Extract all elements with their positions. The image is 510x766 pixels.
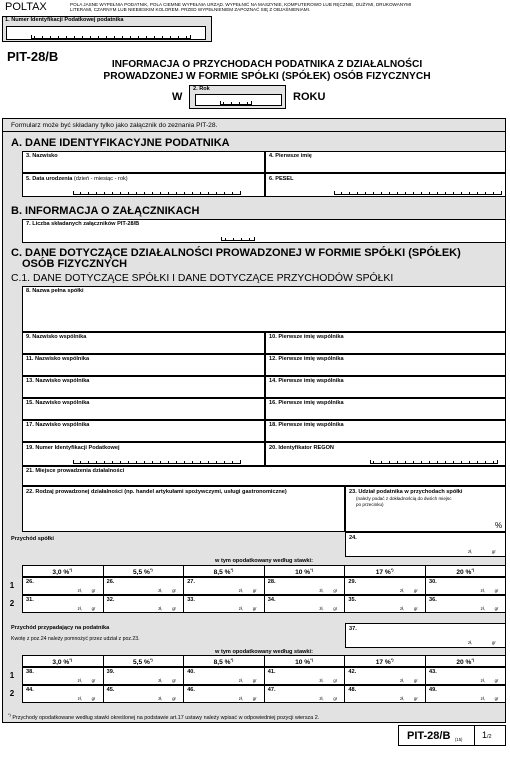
amount-field-label: 38. — [26, 669, 34, 675]
rate-header — [264, 568, 345, 577]
amount-zl: zł, — [480, 678, 485, 683]
rate-header — [103, 658, 184, 667]
amount-zl: zł, — [238, 606, 243, 611]
amount-gr: gr — [414, 696, 418, 701]
amount-zl: zł, — [158, 588, 163, 593]
amount-field-label: 41. — [267, 669, 276, 675]
amount-field-label: 40. — [187, 669, 195, 675]
amount-field-label: 27. — [187, 579, 195, 585]
amount-zl: zł, — [238, 696, 243, 701]
birth-date-ticks — [73, 191, 241, 195]
amount-zl: zł, — [400, 606, 405, 611]
amount-gr: gr — [172, 606, 176, 611]
rate-footnote-mark: *) — [310, 657, 314, 662]
rate-value: 8,5 % — [213, 569, 231, 577]
brand-logo: POLTAX — [5, 1, 47, 13]
amount-zl: zł, — [480, 696, 485, 701]
partner-first-name-label: 18. Pierwsze imię wspólnika — [269, 422, 344, 428]
rate-footnote-mark: *) — [390, 657, 394, 662]
amount-zl: zł, — [319, 588, 324, 593]
rate-header — [344, 568, 425, 577]
footer-divider — [474, 725, 475, 746]
amount-field-label: 48. — [348, 687, 357, 693]
amount-gr: gr — [91, 678, 96, 683]
rate-value: 10 % — [295, 659, 311, 667]
partner-first-name-label: 10. Pierwsze imię wspólnika — [269, 334, 344, 340]
field-3-surname[interactable] — [22, 151, 265, 173]
amount-field-label: 46. — [187, 687, 195, 693]
field-37-gr: gr — [492, 640, 496, 645]
rate-value: 5,5 % — [133, 569, 150, 577]
rate-value: 5,5 % — [133, 659, 150, 667]
przychod-spolki-label: Przychód spółki — [11, 536, 54, 542]
rate-header — [183, 658, 264, 667]
amount-field-label: 31. — [26, 597, 34, 603]
amount-gr: gr — [333, 588, 338, 593]
amount-field-label: 44. — [26, 687, 34, 693]
field-8-label: 8. Nazwa pełna spółki — [26, 288, 84, 294]
partner-surname-label: 15. Nazwisko wspólnika — [26, 400, 90, 406]
partner-nip-ticks — [73, 460, 241, 464]
rate-footnote-mark: *) — [149, 657, 153, 662]
amount-gr: gr — [252, 606, 257, 611]
amount-field-label: 43. — [429, 669, 437, 675]
roku-label: ROKU — [293, 91, 326, 103]
form-title-line2: PROWADZONEJ W FORMIE SPÓŁKI (SPÓŁEK) OSÓB FIZYCZNYCH — [103, 71, 431, 82]
amount-field-label: 47. — [267, 687, 276, 693]
footer-page-total: /2 — [487, 734, 492, 740]
field-23-label-3: po przecinku) — [356, 502, 384, 507]
partner-surname-label: 13. Nazwisko wspólnika — [26, 378, 90, 384]
amount-zl: zł, — [480, 606, 485, 611]
instructions-line1: POLA JASNE WYPEŁNIA PODATNIK, POLA CIEMNE WYPEŁNIA URZĄD. WYPEŁNIĆ NA MASZYNIE, KOMPUTEROWO LUB RĘCZNIE, DUŻYMI, DRUKOWANYMI — [70, 2, 412, 7]
field-22-label: 22. Rodzaj prowadzonej działalności (np. handel artykułami spożywczymi, usługi gastronomiczne) — [26, 489, 287, 495]
amount-gr: gr — [494, 678, 499, 683]
field-7-label: 7. Liczba składanych załączników PIT-28/B — [26, 221, 140, 227]
amount-gr: gr — [414, 606, 418, 611]
field-3-label: 3. Nazwisko — [26, 153, 58, 159]
amount-zl: zł, — [400, 588, 405, 593]
amount-gr: gr — [172, 678, 176, 683]
rate-header — [183, 568, 264, 577]
regon-ticks — [370, 460, 498, 464]
amount-gr: gr — [333, 696, 338, 701]
rate-header — [22, 658, 103, 667]
kwote-label: Kwotę z poz.24 należy pomnożyć przez udział z poz.23. — [11, 636, 140, 642]
footer-version: (15) — [455, 737, 463, 742]
amount-gr: gr — [494, 606, 499, 611]
amount-field-label: 36. — [429, 597, 437, 603]
amount-gr: gr — [172, 588, 176, 593]
amount-field-label: 45. — [106, 687, 115, 693]
rate-value: 10 % — [295, 569, 311, 577]
year-input[interactable] — [195, 94, 282, 106]
section-c1-title: C.1. DANE DOTYCZĄCE SPÓŁKI I DANE DOTYCZĄCE PRZYCHODÓW SPÓŁKI — [11, 273, 394, 284]
w-label: W — [172, 91, 183, 103]
amount-zl: zł, — [319, 606, 324, 611]
rate-header — [425, 568, 506, 577]
rate-footnote-mark: *) — [149, 567, 153, 572]
amount-gr: gr — [172, 696, 176, 701]
field-8-company-name[interactable] — [22, 286, 506, 332]
field-4-label: 4. Pierwsze imię — [269, 153, 312, 159]
nip-ticks — [31, 35, 191, 39]
amount-field-label: 49. — [429, 687, 437, 693]
section-a-title: A. DANE IDENTYFIKACYJNE PODATNIKA — [11, 137, 230, 149]
amount-gr: gr — [494, 588, 499, 593]
row-number: 1 — [9, 581, 15, 590]
amount-field[interactable] — [425, 685, 506, 703]
field-37-label: 37. — [349, 626, 357, 632]
section-c-title-line2: OSÓB FIZYCZNYCH — [22, 258, 128, 270]
amount-field-label: 32. — [106, 597, 115, 603]
amount-zl: zł, — [319, 696, 324, 701]
field-5-text: 5. Data urodzenia — [26, 176, 73, 182]
w-tym-label-2: w tym opodatkowany według stawki: — [215, 649, 313, 655]
partner-surname-label: 17. Nazwisko wspólnika — [26, 422, 90, 428]
footer-page-number: 1 — [482, 730, 488, 740]
rate-header — [103, 568, 184, 577]
field-37-zl: zł, — [468, 640, 473, 645]
amount-zl: zł, — [158, 678, 163, 683]
pesel-ticks — [334, 191, 502, 195]
partner-first-name-label: 12. Pierwsze imię wspólnika — [269, 356, 344, 362]
rate-value: 3,0 % — [52, 569, 70, 577]
field-19-label: 19. Numer Identyfikacji Podatkowej — [26, 445, 120, 451]
footnote-mark: *) — [8, 712, 11, 717]
rate-value: 17 % — [375, 569, 391, 577]
amount-zl: zł, — [319, 678, 324, 683]
rate-footnote-mark: *) — [69, 657, 73, 662]
row-number: 2 — [9, 599, 15, 608]
amount-zl: zł, — [158, 696, 163, 701]
year-ticks — [220, 101, 252, 105]
rate-footnote-mark: *) — [230, 657, 234, 662]
amount-field-label: 26. — [106, 579, 115, 585]
instructions-line2: LITERAMI, CZARNYM LUB NIEBIESKIM KOLOREM. PRZED WYPEŁNIENIEM ZAPOZNAĆ SIĘ Z OBJAŚNIENIAMI. — [70, 7, 311, 13]
amount-zl: zł, — [77, 678, 82, 683]
rate-value: 8,5 % — [213, 659, 231, 667]
field-23-label-1: 23. Udział podatnika w przychodach spółki — [349, 489, 463, 495]
amount-field-label: 34. — [267, 597, 276, 603]
footer-page — [482, 730, 492, 740]
rate-footnote-mark: *) — [471, 567, 475, 572]
amount-gr: gr — [252, 678, 257, 683]
row-number: 1 — [9, 671, 15, 680]
amount-zl: zł, — [400, 678, 405, 683]
instructions — [70, 2, 411, 12]
form-note: Formularz może być składany tylko jako załącznik do zeznania PIT-28. — [11, 122, 218, 129]
amount-gr: gr — [494, 696, 499, 701]
amount-gr: gr — [252, 588, 257, 593]
field-21-label: 21. Miejsce prowadzenia działalności — [26, 468, 125, 474]
section-c-title-line1: C. DANE DOTYCZĄCE DZIAŁALNOŚCI PROWADZONEJ W FORMIE SPÓŁKI (SPÓŁEK) — [11, 247, 461, 259]
partner-surname-label: 9. Nazwisko wspólnika — [26, 334, 87, 340]
rate-header — [264, 658, 345, 667]
form-title-line1: INFORMACJA O PRZYCHODACH PODATNIKA Z DZIAŁALNOŚCI — [111, 59, 423, 70]
amount-gr: gr — [91, 696, 96, 701]
field-6-label: 6. PESEL — [269, 176, 294, 182]
amount-field-label: 28. — [267, 579, 276, 585]
field-37-share-revenue[interactable] — [345, 623, 506, 648]
field-23-label-2: (należy podać z dokładnością do dwóch miejsc — [356, 496, 452, 501]
field-5-hint: (dzień - miesiąc - rok) — [73, 176, 128, 182]
amount-gr: gr — [91, 606, 96, 611]
rate-value: 20 % — [456, 569, 472, 577]
amount-field[interactable] — [425, 595, 506, 613]
rate-footnote-mark: *) — [310, 567, 314, 572]
rate-header — [425, 658, 506, 667]
partner-first-name-label: 14. Pierwsze imię wspólnika — [269, 378, 344, 384]
amount-gr: gr — [414, 588, 418, 593]
nip-label: 1. Numer Identyfikacji Podatkowej podatnika — [5, 17, 124, 23]
field-20-label: 20. Identyfikator REGON — [269, 445, 334, 451]
footnote-text: Przychody opodatkowane według stawki określonej na podstawie art.17 ustawy należy wpisać w odpowiedniej pozycji wiersza 2. — [12, 714, 320, 721]
footnote — [8, 712, 319, 721]
amount-zl: zł, — [77, 588, 82, 593]
rate-header — [22, 568, 103, 577]
rate-header — [344, 658, 425, 667]
partner-first-name-label: 16. Pierwsze imię wspólnika — [269, 400, 344, 406]
amount-zl: zł, — [238, 678, 243, 683]
amount-field-label: 26. — [26, 579, 34, 585]
amount-field-label: 29. — [348, 579, 357, 585]
divider — [2, 131, 506, 132]
field-5-label — [26, 177, 128, 183]
amount-zl: zł, — [238, 588, 243, 593]
w-tym-label-1: w tym opodatkowany według stawki: — [215, 558, 313, 564]
amount-gr: gr — [91, 588, 96, 593]
rate-footnote-mark: *) — [230, 567, 234, 572]
rate-value: 17 % — [375, 659, 391, 667]
section-b-title: B. INFORMACJA O ZAŁĄCZNIKACH — [11, 205, 200, 217]
form-code: PIT-28/B — [7, 49, 59, 64]
amount-gr: gr — [252, 696, 257, 701]
footer-code: PIT-28/B — [407, 730, 451, 742]
amount-field-label: 39. — [106, 669, 115, 675]
amount-gr: gr — [333, 606, 338, 611]
amount-gr: gr — [414, 678, 418, 683]
rate-value: 20 % — [456, 659, 472, 667]
amount-zl: zł, — [400, 696, 405, 701]
rate-footnote-mark: *) — [69, 567, 73, 572]
attachments-ticks — [221, 237, 255, 241]
partner-surname-label: 11. Nazwisko wspólnika — [26, 356, 90, 362]
amount-zl: zł, — [480, 588, 485, 593]
amount-field-label: 30. — [429, 579, 437, 585]
field-6-pesel[interactable] — [265, 173, 506, 197]
rate-footnote-mark: *) — [471, 657, 475, 662]
field-24-revenue[interactable] — [345, 532, 506, 557]
row-number: 2 — [9, 689, 15, 698]
amount-gr: gr — [333, 678, 338, 683]
amount-field-label: 35. — [348, 597, 357, 603]
przypadajacy-label: Przychód przypadający na podatnika — [11, 625, 110, 631]
amount-field-label: 33. — [187, 597, 195, 603]
amount-zl: zł, — [77, 606, 82, 611]
amount-field[interactable] — [425, 577, 506, 595]
percent-sign: % — [495, 521, 503, 530]
rate-footnote-mark: *) — [390, 567, 394, 572]
field-24-zl: zł, — [468, 549, 473, 554]
amount-field[interactable] — [425, 667, 506, 685]
nip-input[interactable] — [6, 26, 206, 40]
amount-field-label: 42. — [348, 669, 357, 675]
amount-zl: zł, — [77, 696, 82, 701]
amount-zl: zł, — [158, 606, 163, 611]
field-24-label: 24. — [349, 535, 357, 541]
rate-value: 3,0 % — [52, 659, 70, 667]
year-label: 2. Rok — [193, 86, 210, 92]
field-24-gr: gr — [492, 549, 496, 554]
